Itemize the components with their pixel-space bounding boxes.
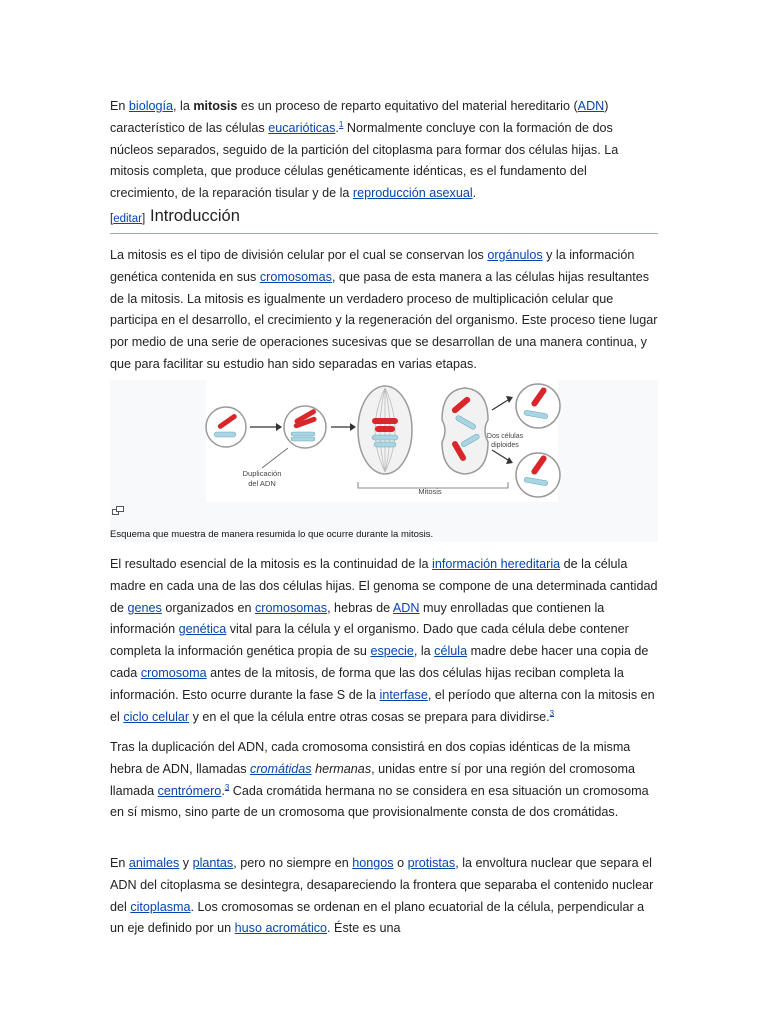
link-animales[interactable]: animales	[128, 856, 180, 870]
text: , pero no siempre en	[233, 856, 353, 870]
label-duplicacion-2: del ADN	[248, 479, 276, 488]
paragraph-text	[110, 853, 658, 940]
daughter-cell-top	[516, 384, 560, 428]
text: es un proceso de reparto equitativo del material hereditario (	[237, 99, 578, 113]
link-citoplasma[interactable]: citoplasma	[130, 899, 191, 914]
paragraph-3	[110, 737, 658, 824]
text: .	[335, 120, 339, 135]
paragraph-2	[110, 554, 658, 728]
link-ciclo-celular[interactable]: ciclo celular	[123, 709, 190, 724]
text: y la información genética contenida en sus	[110, 248, 635, 284]
section-title: Introducción	[150, 207, 240, 225]
paragraph-text	[110, 737, 658, 824]
text: madre debe hacer una copia de cada	[110, 644, 649, 680]
intro-paragraph	[110, 96, 658, 205]
term-mitosis: mitosis	[193, 99, 238, 113]
text: En	[110, 99, 129, 113]
link-genes[interactable]: genes	[127, 600, 162, 615]
reference-3b[interactable]: 3	[224, 782, 230, 792]
cell-1	[206, 407, 246, 447]
text: ) característico de las células	[110, 99, 609, 135]
text: En	[110, 856, 129, 870]
label-mitosis: Mitosis	[418, 487, 442, 496]
label-duplicacion-1: Duplicación	[242, 469, 282, 478]
text: Cada cromátida hermana no se considera en esa situación un cromosoma en sí mismo, sino parte de un cromosoma que provisionalmente consta de dos cromátidas.	[110, 783, 649, 820]
paragraph-text	[110, 554, 658, 728]
link-eucarioticas[interactable]: eucarióticas	[268, 120, 336, 135]
text-hermanas: hermanas	[311, 761, 372, 776]
text: y	[179, 856, 193, 870]
text: Tras la duplicación del ADN, cada cromosoma consistirá en dos copias idénticas de la misma hebra de ADN, llamadas	[110, 740, 631, 776]
text: . Éste es una	[327, 921, 401, 936]
edit-link[interactable]: editar	[113, 213, 142, 225]
text: El resultado esencial de la mitosis es la continuidad de la	[110, 557, 433, 571]
paragraph-1	[110, 245, 658, 376]
mitosis-figure	[110, 380, 658, 542]
link-cromosomas[interactable]: cromosomas	[259, 269, 332, 284]
link-genetica[interactable]: genética	[178, 622, 227, 637]
text: , el período que alterna con la mitosis en el	[110, 687, 655, 724]
text: , la envoltura nuclear que separa el ADN del citoplasma se desintegra, desapareciendo la frontera que separaba el contenido nuclear del	[110, 856, 654, 914]
link-informacion-hereditaria[interactable]: información hereditaria	[432, 557, 561, 571]
section-heading	[110, 207, 658, 234]
text: vital para la célula y el organismo. Dado que cada célula debe contener completa la información genética propia de su	[110, 622, 629, 659]
text: La mitosis es el tipo de división celular por el cual se conservan los	[110, 248, 488, 262]
daughter-cell-bottom	[516, 453, 560, 497]
text: Normalmente concluye con la formación de dos núcleos separados, seguido de la partición del citoplasma para formar dos células hijas. La mitosis completa, que produce células genéticamente idénticas, es el fundamento del crecimiento, de la reparación tisular y de la	[110, 120, 619, 201]
intro-section	[110, 96, 658, 205]
text: .	[221, 783, 225, 798]
link-adn[interactable]: ADN	[392, 600, 420, 615]
link-cromosomas[interactable]: cromosomas	[254, 600, 328, 615]
link-organulos[interactable]: orgánulos	[487, 248, 543, 262]
cell-4-anaphase	[442, 388, 488, 474]
text: o	[393, 856, 408, 870]
cell-2	[284, 406, 326, 448]
text: , la	[173, 99, 194, 113]
link-celula[interactable]: célula	[434, 644, 468, 659]
text: , la	[413, 644, 435, 659]
label-dos-celulas-1: Dos células	[486, 433, 524, 440]
link-especie[interactable]: especie	[370, 644, 414, 659]
link-reproduccion-asexual[interactable]: reproducción asexual	[352, 186, 473, 201]
link-plantas[interactable]: plantas	[192, 856, 234, 870]
text: organizados en	[161, 600, 255, 615]
text: antes de la mitosis, de forma que las dos células hijas reciban completa la información. Esto ocurre durante la fase S de la	[110, 665, 624, 702]
text: , hebras de	[327, 600, 393, 615]
reference-3[interactable]: 3	[549, 708, 555, 718]
paragraph-text	[110, 245, 658, 376]
reference-1[interactable]: 1	[338, 119, 344, 129]
edit-section	[110, 213, 145, 225]
link-centromero[interactable]: centrómero	[157, 783, 222, 798]
link-cromosoma[interactable]: cromosoma	[140, 665, 207, 680]
magnify-icon[interactable]	[112, 506, 124, 515]
link-protistas[interactable]: protistas	[407, 856, 456, 870]
text: de la célula madre en cada una de las dos células hijas. El genoma se compone de una determinada cantidad de	[110, 557, 658, 615]
link-cromatidas[interactable]: cromátidas	[250, 761, 312, 776]
link-huso-acromatico[interactable]: huso acromático	[234, 921, 328, 936]
text: .	[472, 186, 477, 201]
text: muy enrolladas que contienen la información	[110, 600, 605, 637]
bracket: [	[110, 213, 114, 225]
text: y en el que la célula entre otras cosas se prepara para dividirse.	[189, 709, 550, 724]
link-adn[interactable]: ADN	[577, 99, 605, 113]
bracket: ]	[141, 213, 146, 225]
link-biologia[interactable]: biología	[128, 99, 174, 113]
text: , unidas entre sí por una región del cromosoma llamada	[110, 761, 636, 798]
paragraph-4	[110, 853, 658, 940]
mitosis-diagram	[110, 380, 658, 542]
link-interfase[interactable]: interfase	[379, 687, 428, 702]
text: . Los cromosomas se ordenan en el plano ecuatorial de la célula, perpendicular a un eje definido por un	[110, 899, 645, 936]
link-hongos[interactable]: hongos	[352, 856, 394, 870]
text: , que pasa de esta manera a las células hijas resultantes de la mitosis. La mitosis es igualmente un verdadero proceso de multiplicación celular que participa en el desarrollo, el crecimiento y la regeneración del organismo. Este proceso tiene lugar por medio de una serie de operaciones sucesivas que se desarrollan de una manera continua, y que para facilitar su estudio han sido separadas en varias etapas.	[110, 269, 658, 371]
label-dos-celulas-2: diploides	[491, 442, 519, 449]
figure-caption: Esquema que muestra de manera resumida lo que ocurre durante la mitosis.	[110, 529, 434, 540]
cell-3-metaphase	[358, 386, 412, 474]
